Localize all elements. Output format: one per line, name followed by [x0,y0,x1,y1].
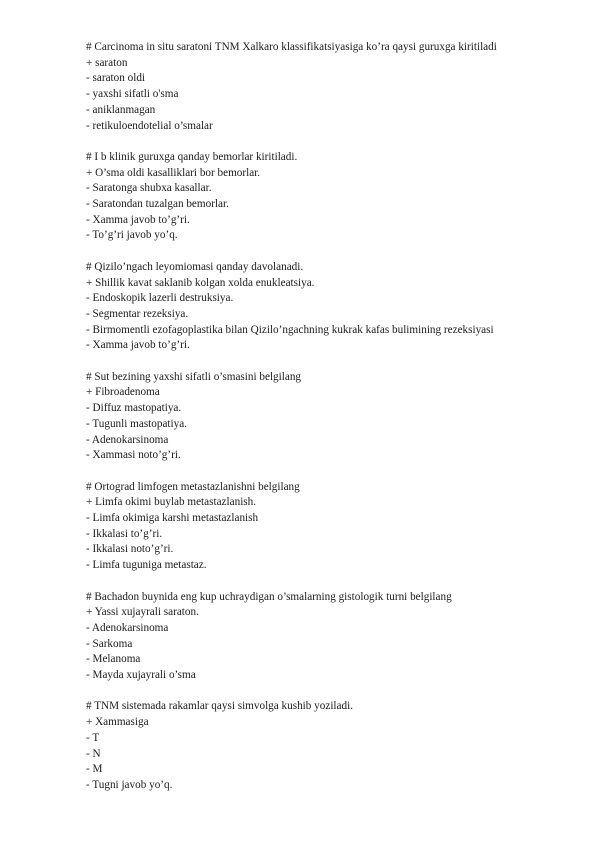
answer-option: - Mayda xujayrali o’sma [86,669,196,682]
answer-option: - Endoskopik lazerli destruksiya. [86,292,234,305]
correct-answer: + Limfa okimi buylab metastazlanish. [86,496,257,509]
answer-option: - Xammasi noto’g’ri. [86,449,181,462]
question-block-5 [86,480,566,574]
correct-answer: + Yassi xujayrali saraton. [86,606,199,619]
answer-option: - Tugunli mastopatiya. [86,417,188,430]
answer-option: - Saratondan tuzalgan bemorlar. [86,198,229,211]
question-text: # Bachadon buynida eng kup uchraydigan o’smalarning gistologik turni belgilang [86,590,452,603]
correct-answer: + saraton [86,56,128,69]
answer-option: - To’g’ri javob yo’q. [86,229,178,242]
answer-option: - Sarkoma [86,637,133,650]
answer-option: - Ikkalasi noto’g’ri. [86,543,174,556]
question-block-4 [86,370,566,464]
answer-option: - Segmentar rezeksiya. [86,307,189,320]
answer-option: - Limfa tuguniga metastaz. [86,559,207,572]
answer-option: - Xamma javob to’g’ri. [86,339,190,352]
answer-option: - yaxshi sifatli o'sma [86,88,179,101]
question-block-6 [86,590,566,684]
answer-option: - Adenokarsinoma [86,433,169,446]
correct-answer: + Fibroadenoma [86,386,160,399]
quiz-content [86,40,566,794]
answer-option: - Tugni javob yo’q. [86,778,173,791]
correct-answer: + Shillik kavat saklanib kolgan xolda enukleatsiya. [86,276,315,289]
question-block-3 [86,260,566,354]
answer-option: - N [86,747,101,760]
correct-answer: + O’sma oldi kasalliklari bor bemorlar. [86,166,261,179]
question-block-7 [86,699,566,793]
answer-option: - Limfa okimiga karshi metastazlanish [86,512,259,525]
question-text: # I b klinik guruxga qanday bemorlar kiritiladi. [86,150,298,163]
question-text: # Ortograd limfogen metastazlanishni belgilang [86,480,300,493]
question-text: # Carcinoma in situ saratoni TNM Xalkaro klassifikatsiyasiga ko’ra qaysi guruxga kiritiladi [86,41,497,53]
answer-option: - T [86,731,100,744]
answer-option: - Ikkalasi to’g’ri. [86,527,163,540]
answer-option: - Melanoma [86,653,141,666]
answer-option: - saraton oldi [86,72,146,85]
answer-option: - M [86,763,103,776]
question-text: # TNM sistemada rakamlar qaysi simvolga kushib yoziladi. [86,700,354,713]
question-block-1 [86,40,566,134]
question-text: # Sut bezining yaxshi sifatli o’smasini belgilang [86,370,302,383]
answer-option: - Adenokarsinoma [86,621,169,634]
answer-option: - retikuloendotelial o’smalar [86,119,213,132]
answer-option: - Xamma javob to’g’ri. [86,213,190,226]
answer-option: - Diffuz mastopatiya. [86,402,182,415]
answer-option: - Saratonga shubxa kasallar. [86,182,212,195]
correct-answer: + Xammasiga [86,716,149,729]
question-block-2 [86,150,566,244]
answer-option: - aniklanmagan [86,103,156,116]
answer-option: - Birmomentli ezofagoplastika bilan Qizilo’ngachning kukrak kafas bulimining rezeksiyasi [86,323,494,336]
question-text: # Qizilo’ngach leyomiomasi qanday davolanadi. [86,260,304,273]
